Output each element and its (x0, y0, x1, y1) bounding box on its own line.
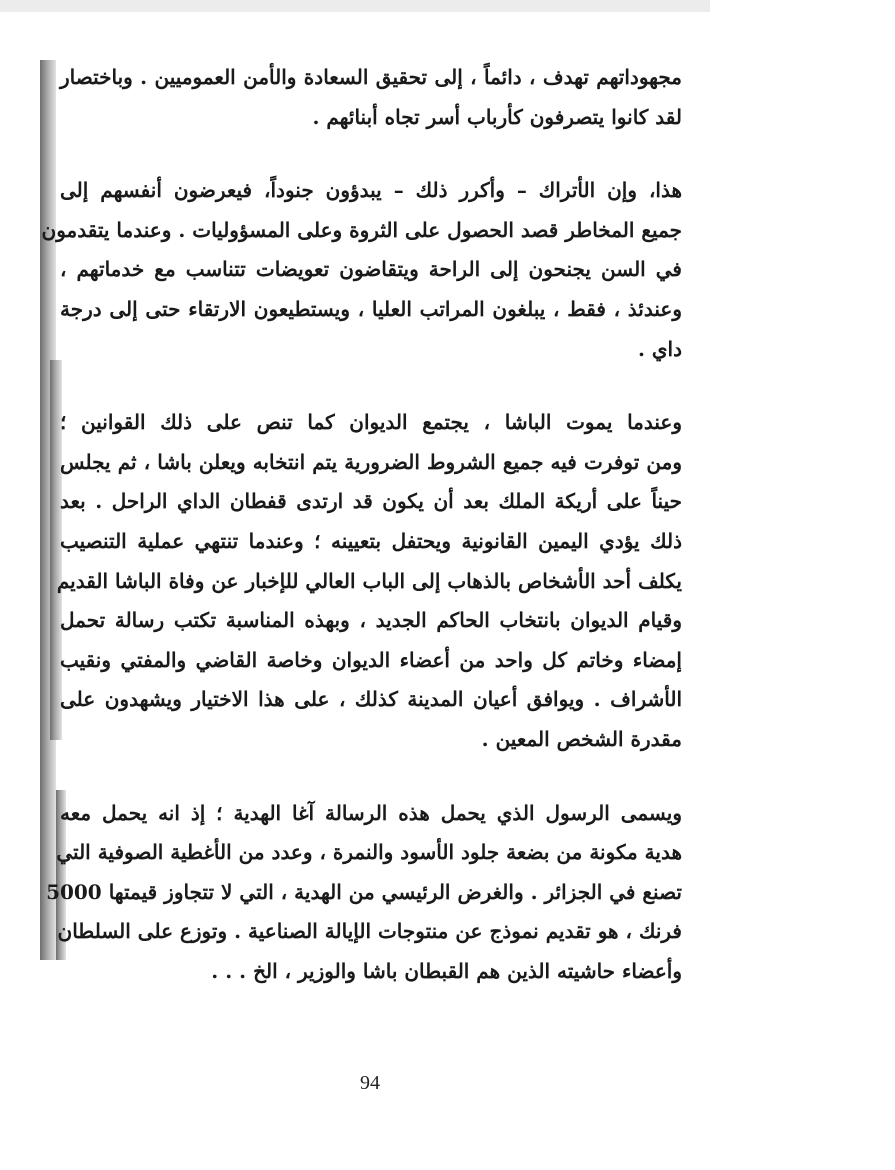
text-line: وعندئذ ، فقط ، يبلغون المراتب العليا ، ويستطيعون الارتقاء حتى إلى درجة (60, 296, 682, 321)
text-line: مقدرة الشخص المعين . (481, 726, 682, 751)
text-line: ويسمى الرسول الذي يحمل هذه الرسالة آغا الهدية ؛ إذ انه يحمل معه (60, 800, 682, 825)
paragraph-1 (60, 58, 682, 137)
text-line: هذا، وإن الأتراك – وأكرر ذلك – يبدؤون جنوداً، فيعرضون أنفسهم إلى (60, 178, 682, 203)
text-line: حيناً على أريكة الملك بعد أن يكون قد ارتدى قفطان الداي الراحل . بعد (60, 489, 682, 514)
text-line: داي . (637, 336, 682, 361)
scan-top-band (0, 0, 710, 12)
text-line: لقد كانوا يتصرفون كأرباب أسر تجاه أبنائهم . (312, 104, 682, 129)
text-line: فرنك ، هو تقديم نموذج عن منتوجات الإيالة الصناعية . وتوزع على السلطان (57, 919, 682, 944)
text-line: ذلك يؤدي اليمين القانونية ويحتفل بتعيينه ؛ وعندما تنتهي عملية التنصيب (60, 528, 682, 553)
text-line: جميع المخاطر قصد الحصول على الثروة وعلى المسؤوليات . وعندما يتقدمون (41, 217, 682, 242)
page-number: 94 (360, 1072, 380, 1094)
paragraph-3 (56, 403, 682, 759)
text-line: ومن توفرت فيه جميع الشروط الضرورية يتم انتخابه ويعلن باشا ، ثم يجلس (60, 449, 682, 474)
text-line: وقيام الديوان بانتخاب الحاكم الجديد ، وبهذه المناسبة تكتب رسالة تحمل (60, 608, 682, 633)
paragraph-2 (41, 171, 682, 369)
text-line: هدية مكونة من بضعة جلود الأسود والنمرة ، وعدد من الأغطية الصوفية التي (56, 840, 682, 865)
text-line: في السن يجنحون إلى الراحة ويتقاضون تعويضات تتناسب مع خدماتهم ، (60, 257, 682, 282)
text-line: الأشراف . ويوافق أعيان المدينة كذلك ، على هذا الاختيار ويشهدون على (60, 687, 682, 712)
text-line: مجهوداتهم تهدف ، دائماً ، إلى تحقيق السعادة والأمن العموميين . وباختصار (60, 65, 682, 89)
text-line: وأعضاء حاشيته الذين هم القبطان باشا والوزير ، الخ . . . (211, 958, 682, 983)
text-line: تصنع في الجزائر . والغرض الرئيسي من الهدية ، التي لا تتجاوز قيمتها 5000 (46, 879, 682, 904)
text-line: إمضاء وخاتم كل واحد من أعضاء الديوان وخاصة القاضي والمفتي ونقيب (60, 647, 682, 672)
text-line: وعندما يموت الباشا ، يجتمع الديوان كما تنص على ذلك القوانين ؛ (60, 410, 682, 435)
text-line: يكلف أحد الأشخاص بالذهاب إلى الباب العالي للإخبار عن وفاة الباشا القديم (56, 568, 682, 593)
page-body (41, 58, 682, 1025)
paragraph-4 (46, 794, 682, 992)
